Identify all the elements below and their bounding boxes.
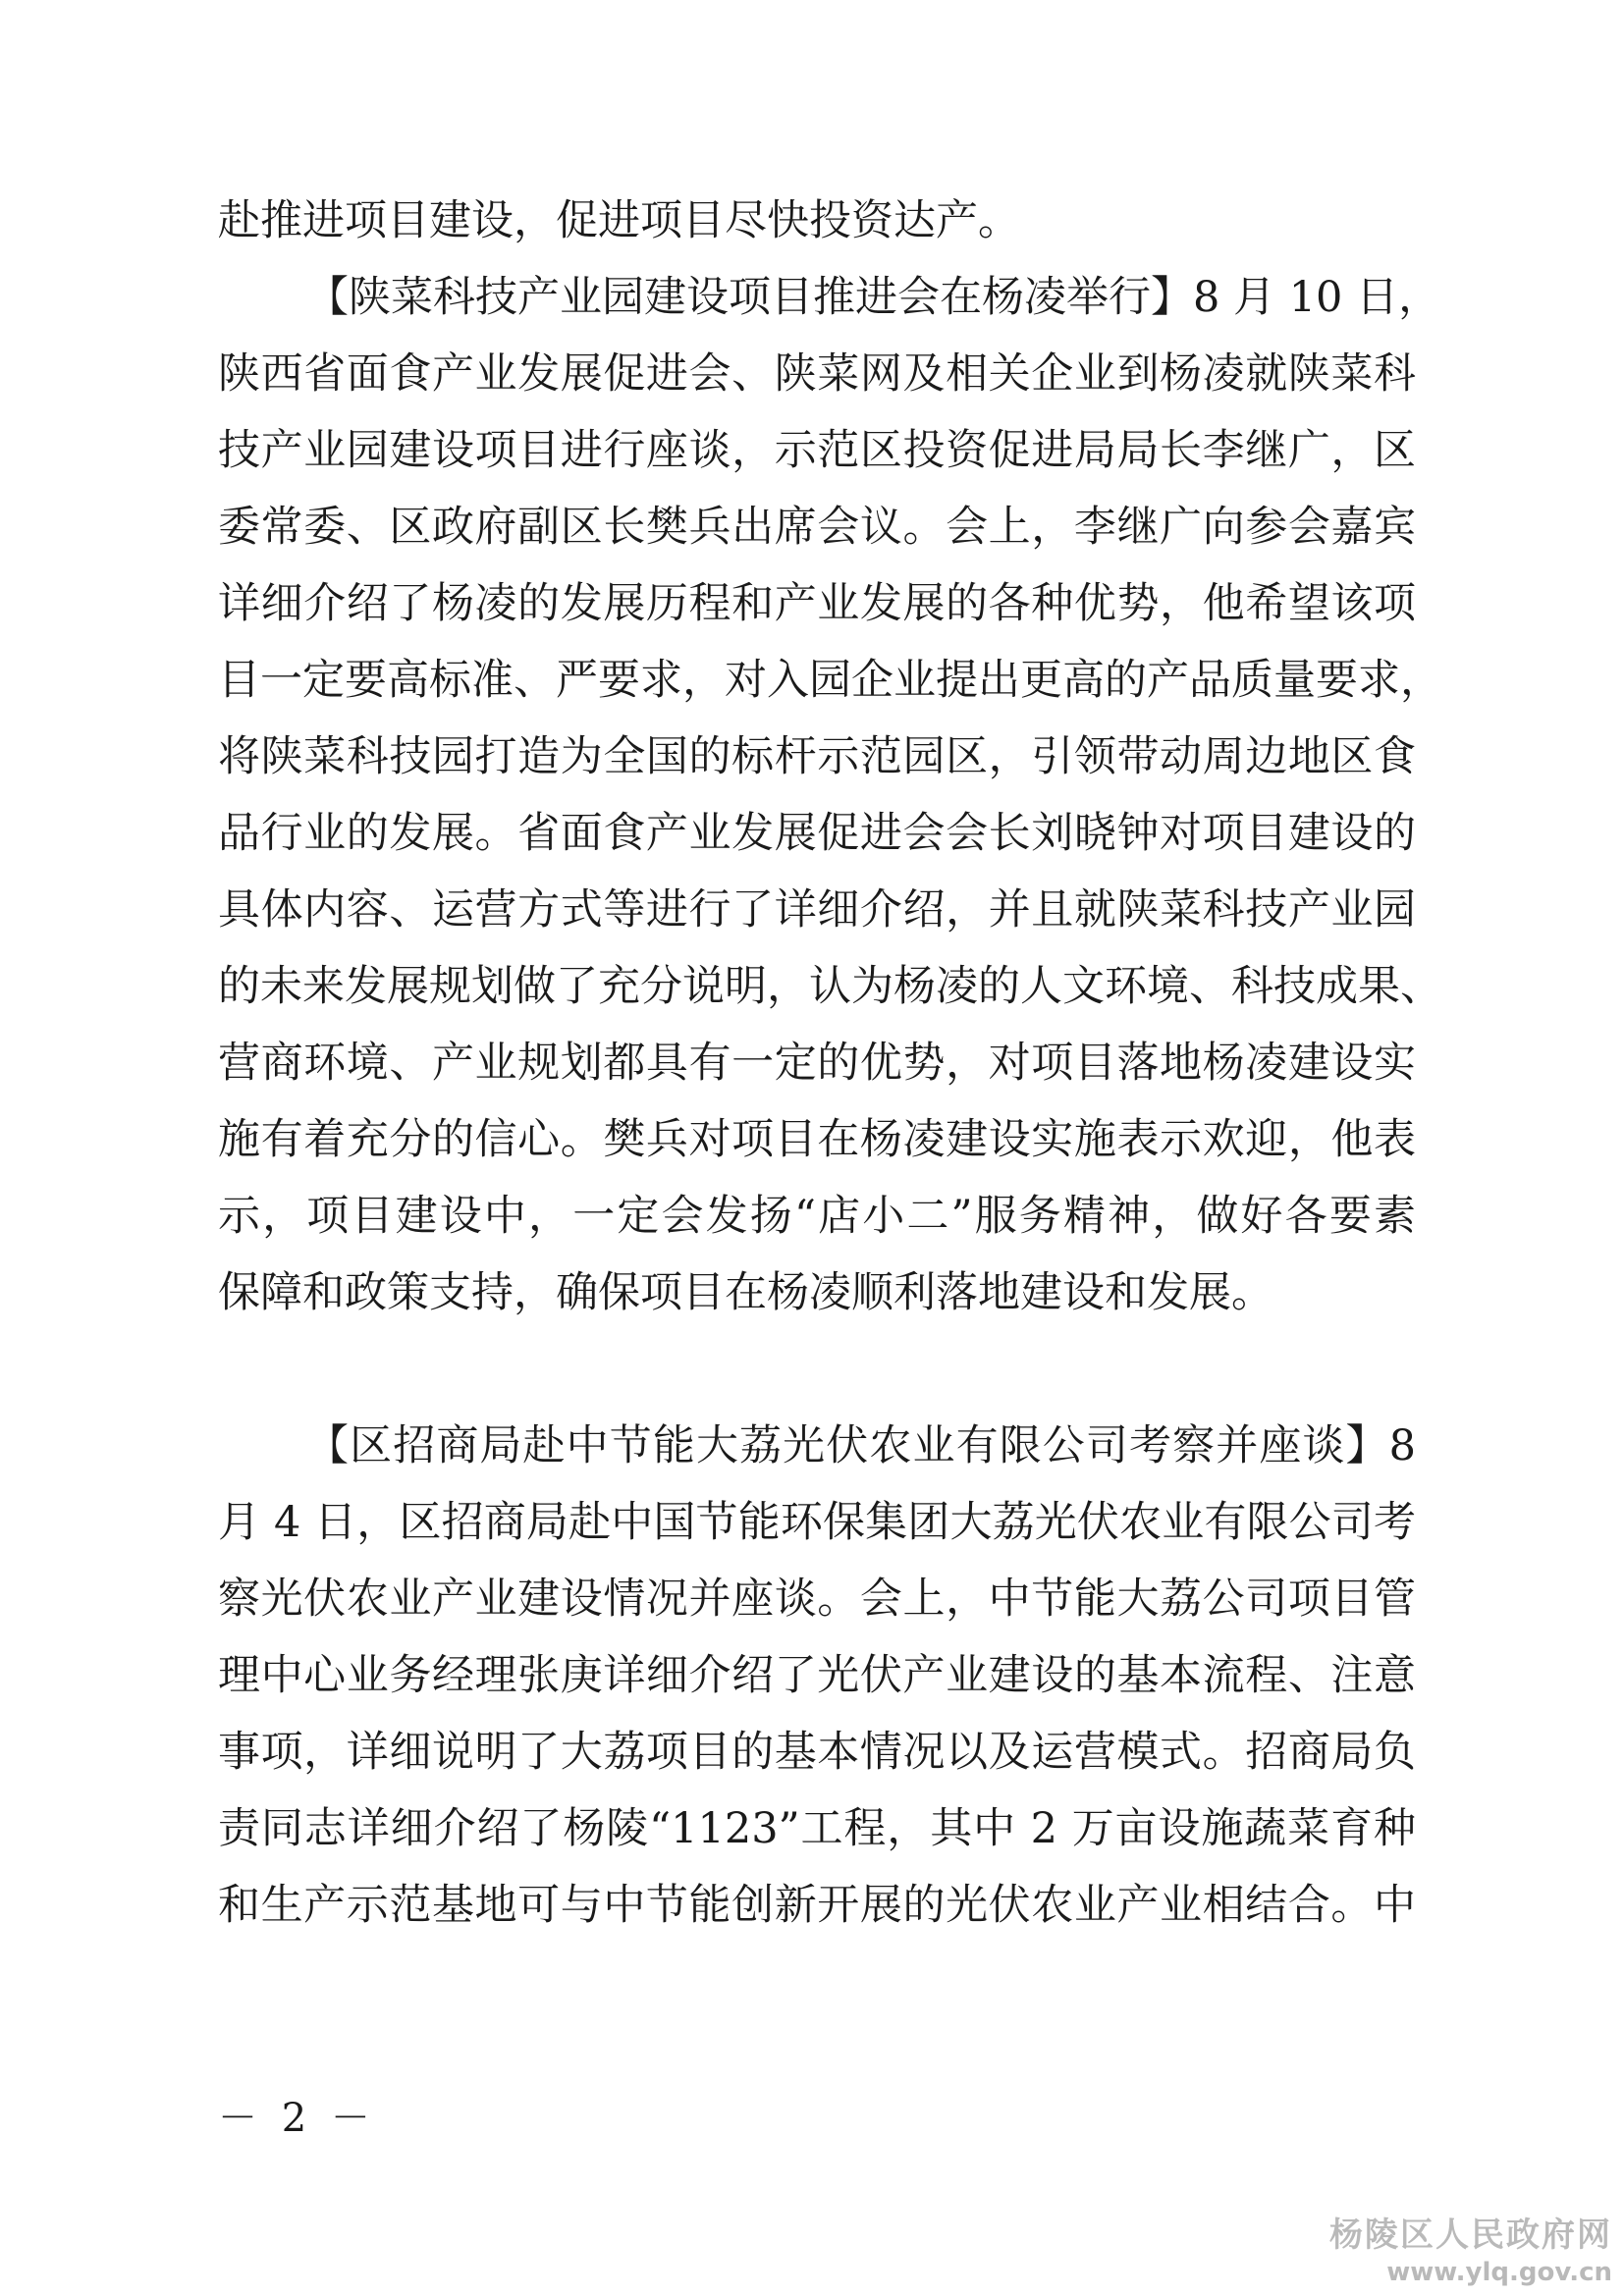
page-number: － 2 － bbox=[218, 2096, 376, 2141]
body-line: 陕西省面食产业发展促进会、陕菜网及相关企业到杨凌就陕菜科 bbox=[218, 349, 1416, 399]
body-line: 【陕菜科技产业园建设项目推进会在杨凌举行】8 月 10 日， bbox=[306, 273, 1441, 322]
watermark-url: www.ylq.gov.cn bbox=[1386, 2258, 1612, 2287]
body-line: 【区招商局赴中节能大荔光伏农业有限公司考察并座谈】8 bbox=[306, 1421, 1416, 1470]
body-line: 施有着充分的信心。樊兵对项目在杨凌建设实施表示欢迎，他表 bbox=[218, 1115, 1416, 1164]
body-line: 将陕菜科技园打造为全国的标杆示范园区，引领带动周边地区食 bbox=[218, 732, 1416, 781]
body-line: 品行业的发展。省面食产业发展促进会会长刘晓钟对项目建设的 bbox=[218, 809, 1416, 858]
body-line: 赴推进项目建设，促进项目尽快投资达产。 bbox=[218, 196, 1020, 245]
body-line: 营商环境、产业规划都具有一定的优势，对项目落地杨凌建设实 bbox=[218, 1039, 1416, 1088]
body-line: 和生产示范基地可与中节能创新开展的光伏农业产业相结合。中 bbox=[218, 1881, 1416, 1930]
body-line: 目一定要高标准、严要求，对入园企业提出更高的产品质量要求， bbox=[218, 656, 1442, 705]
body-line: 具体内容、运营方式等进行了详细介绍，并且就陕菜科技产业园 bbox=[218, 885, 1416, 934]
body-line: 责同志详细介绍了杨陵“1123”工程，其中 2 万亩设施蔬菜育种 bbox=[218, 1804, 1416, 1853]
body-line: 详细介绍了杨凌的发展历程和产业发展的各种优势，他希望该项 bbox=[218, 579, 1416, 628]
body-line: 技产业园建设项目进行座谈，示范区投资促进局局长李继广，区 bbox=[218, 426, 1416, 475]
body-line: 保障和政策支持，确保项目在杨凌顺利落地建设和发展。 bbox=[218, 1268, 1273, 1317]
body-line: 委常委、区政府副区长樊兵出席会议。会上，李继广向参会嘉宾 bbox=[218, 503, 1416, 552]
body-line: 示，项目建设中，一定会发扬“店小二”服务精神，做好各要素 bbox=[218, 1192, 1416, 1241]
body-line: 察光伏农业产业建设情况并座谈。会上，中节能大荔公司项目管 bbox=[218, 1575, 1416, 1624]
body-line: 理中心业务经理张庚详细介绍了光伏产业建设的基本流程、注意 bbox=[218, 1651, 1416, 1700]
body-line: 月 4 日，区招商局赴中国节能环保集团大荔光伏农业有限公司考 bbox=[218, 1498, 1416, 1547]
body-line: 的未来发展规划做了充分说明，认为杨凌的人文环境、科技成果、 bbox=[218, 962, 1442, 1011]
watermark-name: 杨陵区人民政府网 bbox=[1329, 2216, 1612, 2255]
body-line: 事项，详细说明了大荔项目的基本情况以及运营模式。招商局负 bbox=[218, 1728, 1416, 1777]
watermark bbox=[1329, 2214, 1612, 2288]
